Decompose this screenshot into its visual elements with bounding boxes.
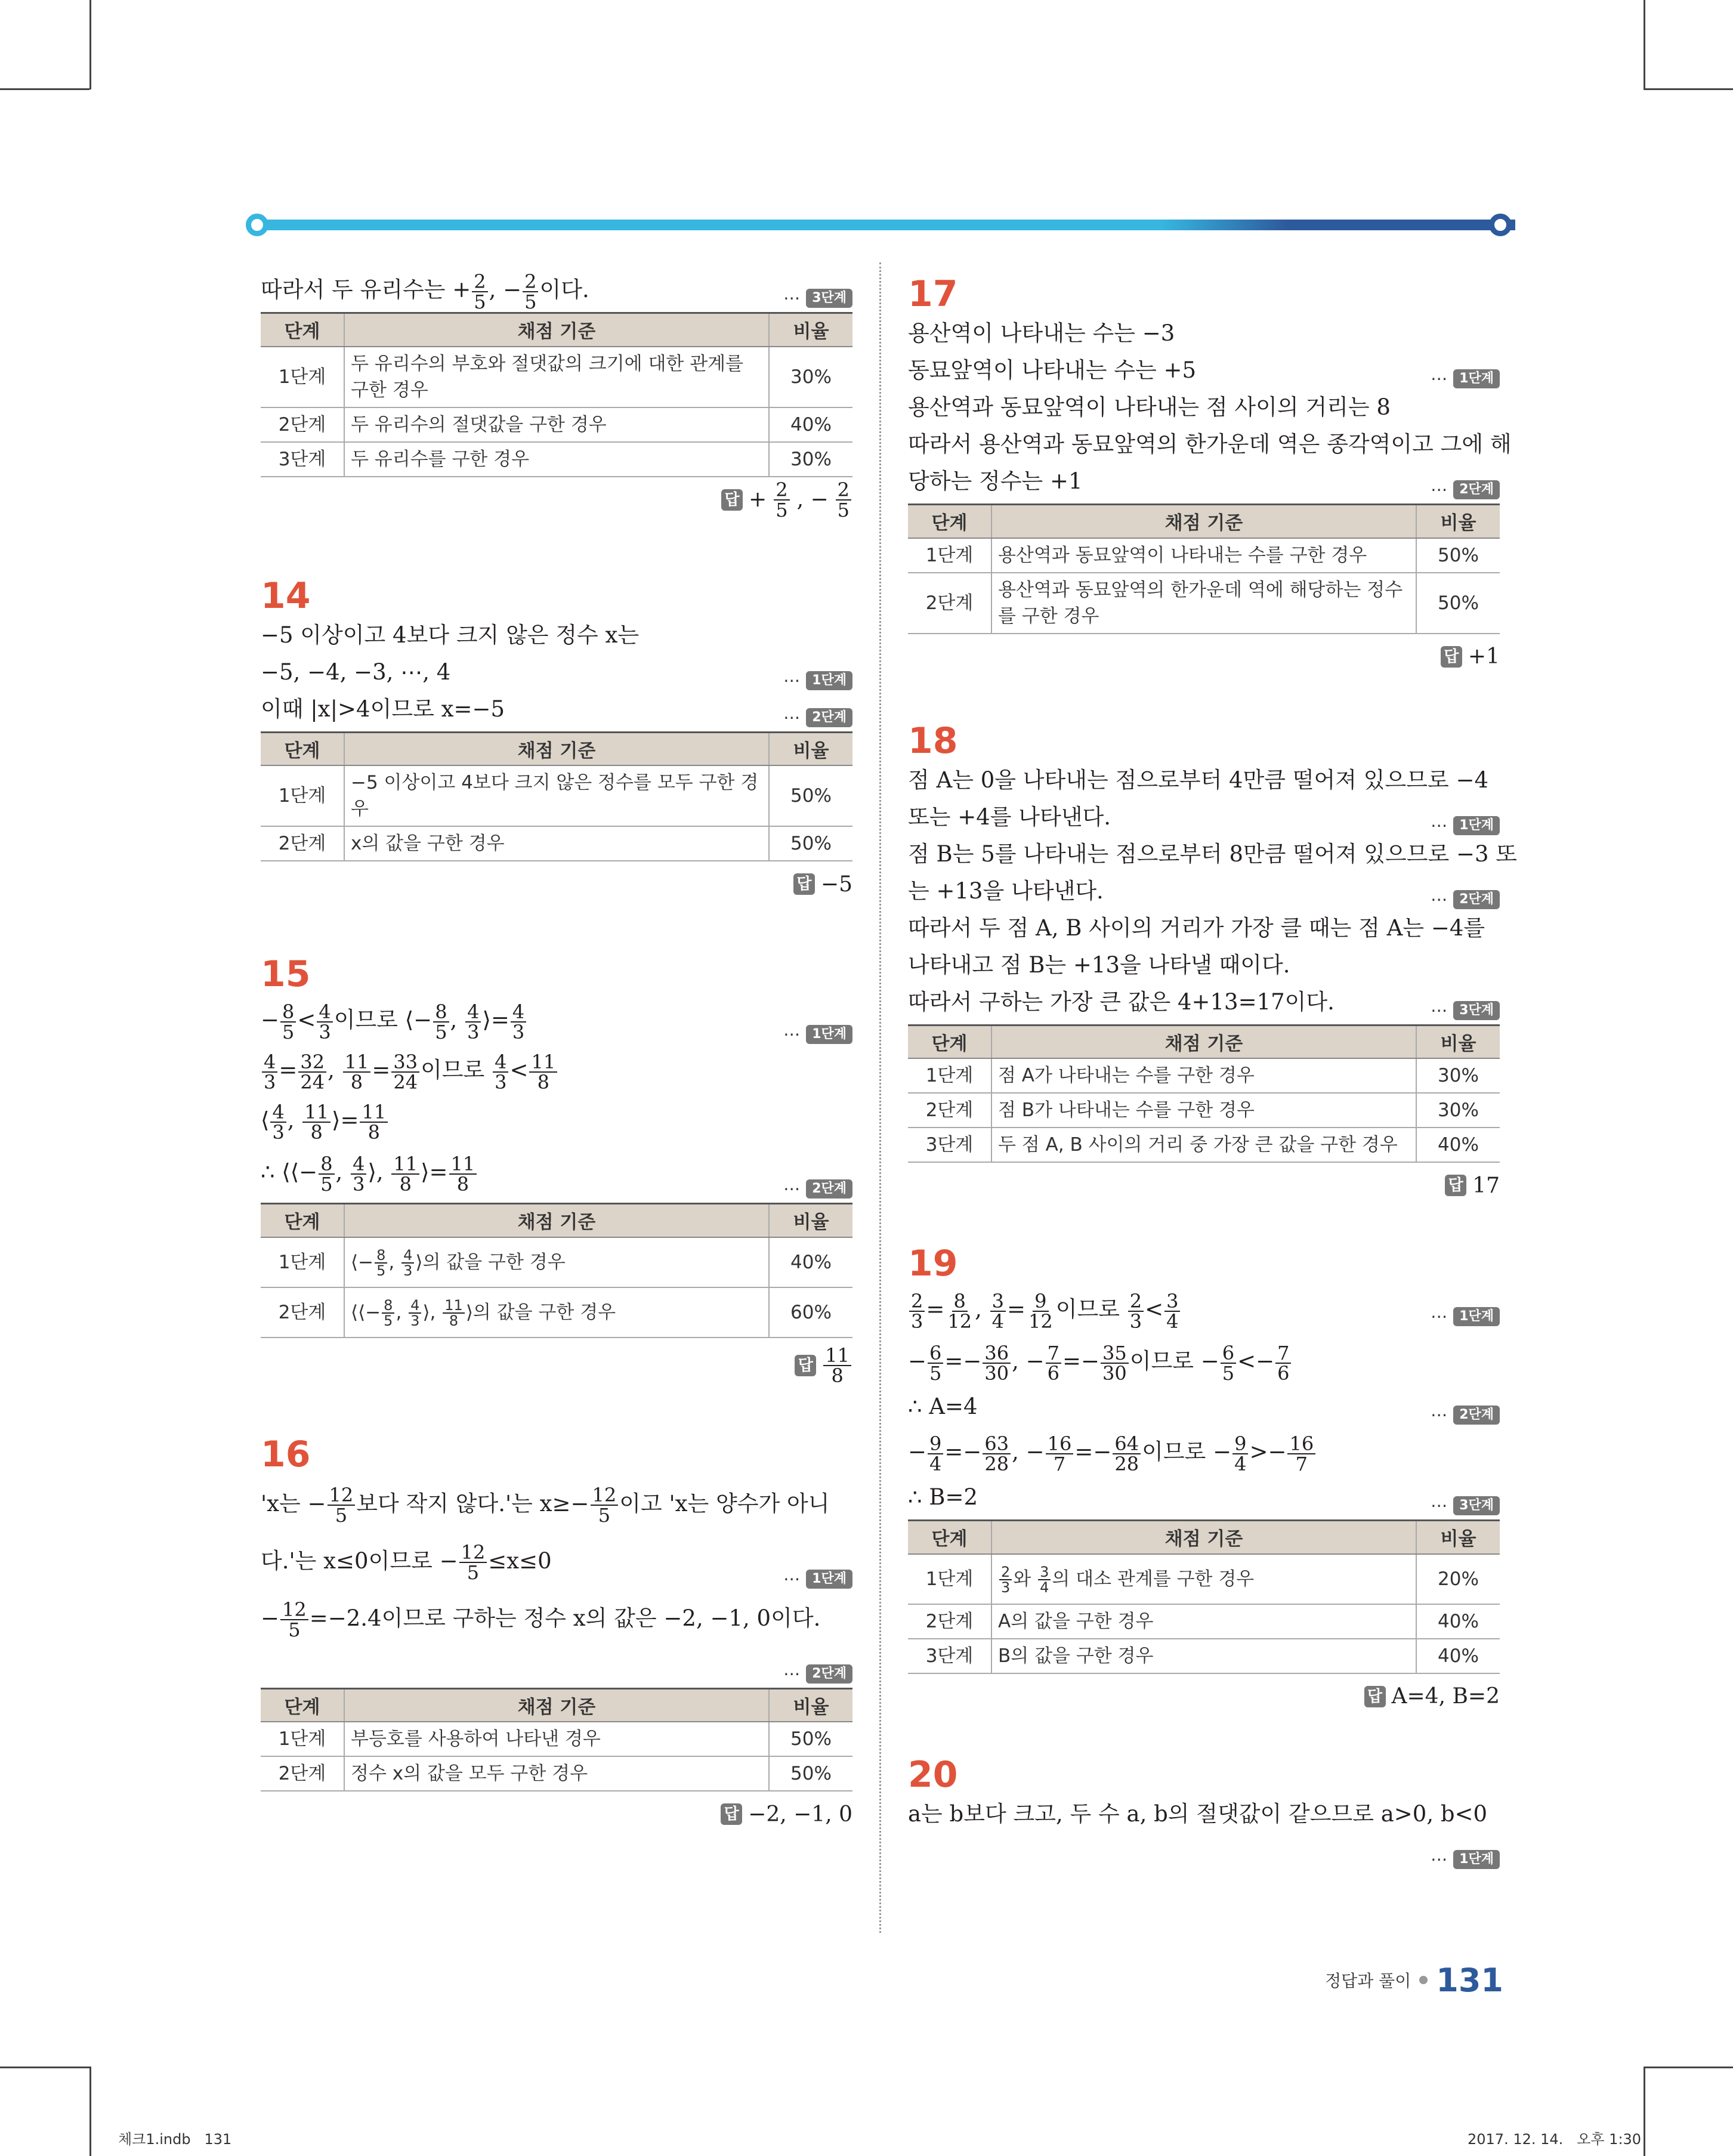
- q17-line: 용산역이 나타내는 수는 −3: [908, 320, 1175, 346]
- print-date: 2017. 12. 14. 오후 1:30: [1468, 2131, 1642, 2148]
- q15-line: − $\frac{8}{5}$ < $\frac{4}{3}$ 이므로 ⟨− $\frac{8}{5}$ , $\frac{4}{3}$ ⟩= $\frac{4}{3}$ ⋯ 1단계: [261, 995, 852, 1045]
- q17-line: 용산역과 동묘앞역이 나타내는 점 사이의 거리는 8: [908, 394, 1391, 420]
- q16-grading-table: 단계 채점 기준 비율 1단계 부등호를 사용하여 나타낸 경우 50% 2단계 정수 x의 값을 모두 구한 경우 50%: [261, 1688, 852, 1792]
- left-column: [261, 271, 852, 1833]
- q13-answer: 답 + $\frac{2}{5}$ , − $\frac{2}{5}$: [261, 481, 852, 519]
- q14-line: −5 이상이고 4보다 크지 않은 정수 x는: [261, 622, 640, 648]
- q19-grading-table: 단계 채점 기준 비율 1단계 $\frac{2}{3}$ 와 $\frac{3}{4}$ 의 대소 관계를 구한 경우 20% 2단계 A의 값을 구한 경우 40% 3단계 B의 값을 구한 경우 40%: [908, 1519, 1500, 1674]
- step-badge: 3단계: [806, 289, 852, 308]
- q17-line: 동묘앞역이 나타내는 수는 +5 ⋯ 1단계: [908, 352, 1500, 389]
- q19-answer: 답 A=4, B=2: [908, 1678, 1500, 1716]
- crop-mark: [89, 0, 91, 89]
- q16-line: ⋯ 2단계: [261, 1647, 852, 1684]
- q17-line: 당하는 정수는 +1 ⋯ 2단계: [908, 463, 1500, 500]
- q18-line: 나타내고 점 B는 +13을 나타낼 때이다.: [908, 952, 1290, 978]
- q15-line: ⟨ $\frac{4}{3}$ , $\frac{11}{8}$ ⟩= $\frac{11}{8}$: [261, 1095, 852, 1145]
- page-number: 131: [1436, 1961, 1503, 1999]
- crop-mark: [89, 2067, 91, 2156]
- q18-line: 따라서 구하는 가장 큰 값은 4+13=17이다. ⋯ 3단계: [908, 984, 1500, 1021]
- crop-mark: [0, 2067, 89, 2068]
- crop-mark: [0, 88, 89, 90]
- q18-line: 는 +13을 나타낸다. ⋯ 2단계: [908, 873, 1500, 910]
- q14-grading-table: 단계 채점 기준 비율 1단계 −5 이상이고 4보다 크지 않은 정수를 모두 구한 경우 50% 2단계 x의 값을 구한 경우 50%: [261, 731, 852, 862]
- right-column: [908, 270, 1517, 1870]
- q18-line: 따라서 두 점 A, B 사이의 거리가 가장 클 때는 점 A는 −4를: [908, 915, 1485, 941]
- section-label: 정답과 풀이: [1325, 1971, 1411, 1991]
- crop-mark: [1644, 88, 1733, 90]
- q15-grading-table: 단계 채점 기준 비율 1단계 ⟨− $\frac{8}{5}$ , $\frac{4}{3}$ ⟩의 값을 구한 경우 40% 2단계 ⟨⟨− $\frac{8}{5}$ , $\frac{4}{3}$ ⟩, $\frac{11}{8}$ ⟩의 값을 구한 경우 60%: [261, 1203, 852, 1338]
- q14-answer: 답 −5: [261, 865, 852, 903]
- q20-number: 20: [908, 1753, 958, 1796]
- header-dot-left: [246, 214, 268, 236]
- q14-number: 14: [261, 574, 311, 617]
- q17-line: 따라서 용산역과 동묘앞역의 한가운데 역은 종각역이고 그에 해: [908, 431, 1512, 457]
- page-footer: [1300, 1959, 1503, 2001]
- q19-line: − $\frac{6}{5}$ =− $\frac{36}{30}$ , − $\frac{7}{6}$ =− $\frac{35}{30}$ 이므로 − $\frac{6}{5}$ <− $\frac{7}{6}$: [908, 1335, 1500, 1388]
- bullet-icon: [1419, 1976, 1428, 1984]
- q19-line: ∴ B=2 ⋯ 3단계: [908, 1479, 1500, 1516]
- header-bar: [251, 220, 1515, 230]
- q16-line: 'x는 − $\frac{12}{5}$ 보다 작지 않다.'는 x≥− $\frac{12}{5}$ 이고 'x는 양수가 아니: [261, 1484, 830, 1527]
- q18-line: 또는 +4를 나타낸다. ⋯ 1단계: [908, 799, 1500, 836]
- q18-answer: 답 17: [908, 1166, 1500, 1204]
- q15-line: ∴ ⟨⟨− $\frac{8}{5}$ , $\frac{4}{3}$ ⟩, $\frac{11}{8}$ ⟩= $\frac{11}{8}$ ⋯ 2단계: [261, 1145, 852, 1199]
- q20-line: a는 b보다 크고, 두 수 a, b의 절댓값이 같으므로 a>0, b<0: [908, 1800, 1488, 1827]
- q17-number: 17: [908, 273, 958, 315]
- q16-line: 다.'는 x≤0이므로 − $\frac{12}{5}$ ≤x≤0 ⋯ 1단계: [261, 1533, 852, 1590]
- q16-number: 16: [261, 1433, 311, 1475]
- q16-line: − $\frac{12}{5}$ =−2.4이므로 구하는 정수 x의 값은 −2, −1, 0이다.: [261, 1598, 821, 1641]
- q15-line: $\frac{4}{3}$ = $\frac{32}{24}$ , $\frac{11}{8}$ = $\frac{33}{24}$ 이므로 $\frac{4}{3}$ < $\frac{11}{8}$: [261, 1045, 852, 1095]
- q17-answer: 답 +1: [908, 638, 1500, 676]
- column-divider: [879, 262, 881, 1933]
- q14-line: 이때 |x|>4이므로 x=−5 ⋯ 2단계: [261, 691, 852, 728]
- q15-number: 15: [261, 953, 311, 995]
- q20-line: ⋯ 1단계: [908, 1833, 1500, 1870]
- header-dot-right: [1489, 214, 1512, 236]
- q19-line: ∴ A=4 ⋯ 2단계: [908, 1388, 1500, 1425]
- crop-mark: [1644, 2067, 1645, 2156]
- crop-mark: [1644, 2067, 1733, 2068]
- q14-line: −5, −4, −3, ⋯, 4 ⋯ 1단계: [261, 654, 852, 691]
- q18-line: 점 A는 0을 나타내는 점으로부터 4만큼 떨어져 있으므로 −4: [908, 767, 1489, 793]
- file-info: 체크1.indb 131: [118, 2131, 232, 2148]
- q18-grading-table: 단계 채점 기준 비율 1단계 점 A가 나타내는 수를 구한 경우 30% 2단계 점 B가 나타내는 수를 구한 경우 30% 3단계 두 점 A, B 사이의 거리 중 가장 큰 값을 구한 경우 40%: [908, 1024, 1500, 1163]
- q16-answer: 답 −2, −1, 0: [261, 1795, 852, 1833]
- q17-grading-table: 단계 채점 기준 비율 1단계 용산역과 동묘앞역이 나타내는 수를 구한 경우 50% 2단계 용산역과 동묘앞역의 한가운데 역에 해당하는 정수를 구한 경우 50%: [908, 504, 1500, 634]
- q15-answer: 답 $\frac{11}{8}$: [261, 1342, 852, 1389]
- q19-number: 19: [908, 1243, 958, 1284]
- crop-mark: [1644, 0, 1645, 89]
- q18-line: 점 B는 5를 나타내는 점으로부터 8만큼 떨어져 있으므로 −3 또: [908, 841, 1517, 867]
- q19-line: − $\frac{9}{4}$ =− $\frac{63}{28}$ , − $\frac{16}{7}$ =− $\frac{64}{28}$ 이므로 − $\frac{9}{4}$ >− $\frac{16}{7}$: [908, 1425, 1500, 1479]
- q19-line: $\frac{2}{3}$ = $\frac{8}{12}$ , $\frac{3}{4}$ = $\frac{9}{12}$ 이므로 $\frac{2}{3}$ < $\frac{3}{4}$ ⋯ 1단계: [908, 1284, 1500, 1335]
- q13-conclusion: 따라서 두 유리수는 + $\frac{2}{5}$ , − $\frac{2}{5}$ 이다. ⋯ 3단계: [261, 271, 852, 308]
- q13-grading-table: 단계 채점 기준 비율 1단계 두 유리수의 부호와 절댓값의 크기에 대한 관계를 구한 경우 30% 2단계 두 유리수의 절댓값을 구한 경우 40% 3단계 두 유리수를 구한 경우 30%: [261, 312, 852, 477]
- q18-number: 18: [908, 719, 958, 762]
